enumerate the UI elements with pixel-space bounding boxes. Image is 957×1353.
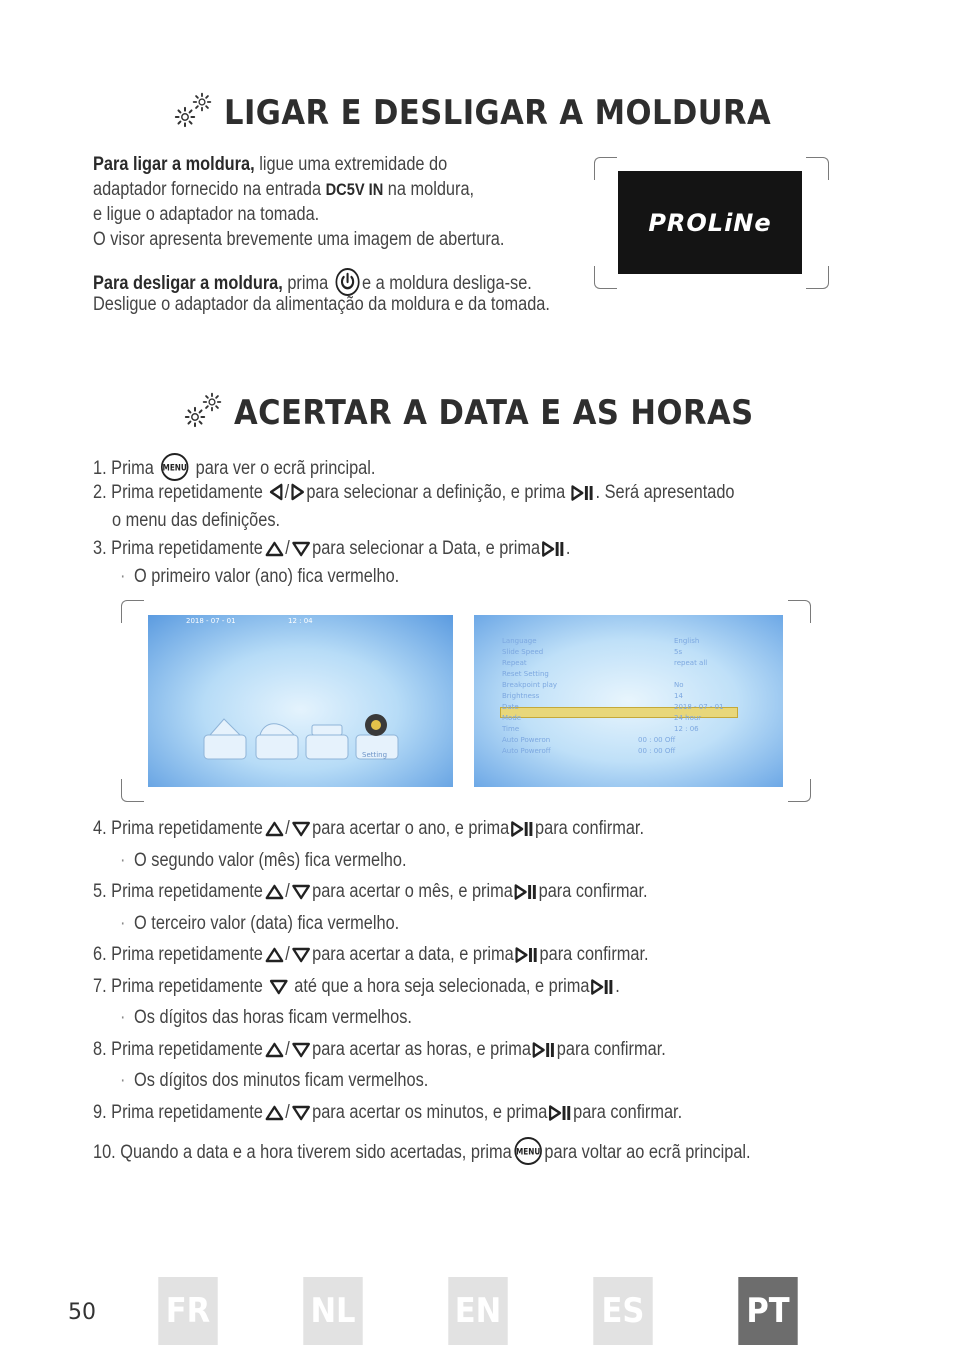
step-1-text-a: 1. Prima	[93, 458, 159, 479]
step-5-text-b: para acertar o mês, e prima	[312, 881, 513, 902]
up-arrow-icon	[265, 1105, 284, 1121]
menu-icon-text: MENU	[162, 462, 187, 473]
settings-row-value: 24 hour	[674, 714, 702, 722]
main-screen-photo	[148, 615, 453, 787]
step-6-text-a: 6. Prima repetidamente	[93, 944, 263, 965]
power-on-text2a: adaptador fornecido na entrada	[93, 179, 326, 200]
power-on-line3: e ligue o adaptador na tomada.	[93, 204, 320, 225]
tab-es[interactable]: ES	[593, 1277, 652, 1345]
step-10	[93, 1136, 751, 1166]
step-8-sub-text: Os dígitos dos minutos ficam vermelhos.	[134, 1070, 429, 1091]
tab-en[interactable]: EN	[448, 1277, 507, 1345]
settings-row-label: Auto Poweroff	[502, 747, 551, 755]
step-8-text-a: 8. Prima repetidamente	[93, 1039, 263, 1060]
step-4-text-a: 4. Prima repetidamente	[93, 818, 263, 839]
power-on-line2	[93, 177, 474, 202]
bullet: ·	[120, 913, 126, 934]
down-arrow-icon	[269, 979, 288, 995]
step-8-sub	[120, 1068, 428, 1093]
step-3	[93, 536, 570, 561]
settings-row-value: 12 : 06	[674, 725, 699, 733]
up-arrow-icon	[265, 821, 284, 837]
down-arrow-icon	[291, 884, 310, 900]
step-8-text-b: para acertar as horas, e prima	[312, 1039, 531, 1060]
power-on-line1	[93, 152, 447, 177]
step-5-sub-text: O terceiro valor (data) fica vermelho.	[134, 913, 400, 934]
settings-row-label: Mode	[502, 714, 522, 722]
step-7	[93, 974, 620, 999]
play-pause-icon	[533, 1042, 555, 1058]
settings-row-label: Reset Setting	[502, 670, 549, 678]
up-arrow-icon	[265, 884, 284, 900]
play-pause-icon	[515, 947, 537, 963]
step-2-text-b: para selecionar a definição, e prima	[306, 482, 570, 503]
settings-screen-photo	[474, 615, 783, 787]
settings-row-value: 5s	[674, 648, 683, 656]
frame-corner-tr	[788, 600, 811, 623]
main-screen-date: 2018 - 07 - 01	[186, 617, 236, 625]
step-9-text-c: para confirmar.	[573, 1102, 683, 1123]
down-arrow-icon	[291, 1042, 310, 1058]
menu-icon-text: MENU	[515, 1146, 541, 1157]
slash: /	[285, 881, 290, 902]
page-number: 50	[68, 1300, 96, 1325]
step-7-text-a: 7. Prima repetidamente	[93, 976, 268, 997]
play-pause-icon	[549, 1105, 571, 1121]
section1-title: LIGAR E DESLIGAR A MOLDURA	[224, 93, 772, 133]
slash: /	[284, 482, 290, 503]
tab-pt[interactable]: PT	[738, 1277, 797, 1345]
step-7-sub	[120, 1005, 412, 1030]
power-on-bold: Para ligar a moldura,	[93, 154, 255, 175]
step-5-text-a: 5. Prima repetidamente	[93, 881, 263, 902]
step-2-text-c: . Será apresentado	[595, 482, 735, 503]
tab-fr[interactable]: FR	[158, 1277, 217, 1345]
slash: /	[285, 538, 290, 559]
step-9-text-b: para acertar os minutos, e prima	[312, 1102, 548, 1123]
settings-row-value: 2018 - 07 - 01	[674, 703, 724, 711]
power-on-line4: O visor apresenta brevemente uma imagem de abertura.	[93, 229, 505, 250]
section2-title: ACERTAR A DATA E AS HORAS	[234, 393, 755, 433]
step-2-text-a: 2. Prima repetidamente	[93, 482, 268, 503]
main-screen-time: 12 : 04	[288, 617, 313, 625]
settings-gear-icon	[365, 714, 387, 736]
power-on-text2b: na moldura,	[383, 179, 475, 200]
frame-corner-br	[788, 779, 811, 802]
up-arrow-icon	[265, 541, 284, 557]
right-arrow-icon	[291, 483, 305, 501]
step-4	[93, 816, 644, 841]
power-off-line2: Desligue o adaptador da alimentação da moldura e da tomada.	[93, 294, 550, 315]
settings-row-label: Time	[502, 725, 520, 733]
proline-logo: PROLiNe	[648, 208, 772, 237]
setting-label: Setting	[362, 751, 388, 759]
settings-row-label: Brightness	[502, 692, 540, 700]
step-1	[93, 452, 375, 482]
frame-corner-bl	[121, 779, 144, 802]
step-3-text-c: .	[565, 538, 571, 559]
play-pause-icon	[511, 821, 533, 837]
step-4-text-b: para acertar o ano, e prima	[312, 818, 510, 839]
menu-button-icon	[160, 452, 189, 482]
step-9	[93, 1100, 682, 1125]
down-arrow-icon	[291, 1105, 310, 1121]
step-4-sub	[120, 848, 406, 873]
frame-corner-tl	[594, 157, 617, 180]
tab-nl[interactable]: NL	[303, 1277, 362, 1345]
settings-row-label: Breakpoint play	[502, 681, 558, 689]
step-2	[93, 480, 735, 505]
step-3-text-a: 3. Prima repetidamente	[93, 538, 263, 559]
play-pause-icon	[542, 541, 564, 557]
section2-heading	[184, 392, 812, 434]
settings-row-label: Repeat	[502, 659, 527, 667]
settings-row-label: Auto Poweron	[502, 736, 551, 744]
frame-corner-tr	[806, 157, 829, 180]
step-4-text-c: para confirmar.	[535, 818, 645, 839]
step-5	[93, 879, 648, 904]
step-7-text-c: .	[615, 976, 620, 997]
step-3-sub-text: O primeiro valor (ano) fica vermelho.	[134, 566, 400, 587]
down-arrow-icon	[291, 821, 310, 837]
bullet: ·	[120, 1007, 126, 1028]
down-arrow-icon	[291, 947, 310, 963]
step-6-text-c: para confirmar.	[539, 944, 649, 965]
slash: /	[285, 1039, 290, 1060]
up-arrow-icon	[265, 1042, 284, 1058]
step-8	[93, 1037, 666, 1062]
play-pause-icon	[571, 485, 593, 501]
step-9-text-a: 9. Prima repetidamente	[93, 1102, 263, 1123]
step-5-sub	[120, 911, 399, 936]
step-6	[93, 942, 649, 967]
frame-corner-bl	[594, 266, 617, 289]
power-off-text1b: e a moldura desliga-se.	[361, 273, 532, 294]
play-pause-icon	[591, 979, 613, 995]
frame-corner-tl	[121, 600, 144, 623]
startup-screen	[618, 171, 802, 274]
settings-row-label: Slide Speed	[502, 648, 544, 656]
left-arrow-icon	[269, 483, 283, 501]
slash: /	[285, 1102, 290, 1123]
step-10-text-a: 10. Quando a data e a hora tiverem sido acertadas, prima	[93, 1142, 512, 1163]
step-10-text-b: para voltar ao ecrã principal.	[544, 1142, 751, 1163]
step-7-text-b: até que a hora seja selecionada, e prima	[289, 976, 590, 997]
slash: /	[285, 818, 290, 839]
dc-input-label: DC5V IN	[325, 180, 384, 199]
up-arrow-icon	[265, 947, 284, 963]
slash: /	[285, 944, 290, 965]
settings-row-label: Date	[502, 703, 519, 711]
power-off-text1a: prima	[282, 273, 333, 294]
gears-icon	[184, 392, 226, 434]
bullet: ·	[120, 566, 126, 587]
step-6-text-b: para acertar a data, e prima	[312, 944, 514, 965]
settings-row-value: 14	[674, 692, 683, 700]
down-arrow-icon	[291, 541, 310, 557]
settings-row-label: Language	[502, 637, 537, 645]
step-8-text-c: para confirmar.	[556, 1039, 666, 1060]
play-pause-icon	[515, 884, 537, 900]
step-4-sub-text: O segundo valor (mês) fica vermelho.	[134, 850, 407, 871]
gears-icon	[174, 92, 216, 134]
step-3-text-b: para selecionar a Data, e prima	[312, 538, 541, 559]
step-3-sub	[120, 564, 399, 589]
power-on-text1: ligue uma extremidade do	[254, 154, 448, 175]
power-off-bold: Para desligar a moldura,	[93, 273, 283, 294]
step-1-text-b: para ver o ecrã principal.	[191, 458, 376, 479]
frame-corner-br	[806, 266, 829, 289]
settings-row-value: repeat all	[674, 659, 708, 667]
settings-row-value: 00 : 00 Off	[638, 736, 676, 744]
settings-row-value: 00 : 00 Off	[638, 747, 676, 755]
settings-row-value: English	[674, 637, 700, 645]
step-5-text-c: para confirmar.	[538, 881, 648, 902]
settings-row-value: No	[674, 681, 684, 689]
step-2-line2: o menu das definições.	[112, 510, 281, 531]
step-7-sub-text: Os dígitos das horas ficam vermelhos.	[134, 1007, 412, 1028]
menu-button-icon	[513, 1136, 542, 1166]
section1-heading	[174, 92, 832, 134]
bullet: ·	[120, 850, 126, 871]
bullet: ·	[120, 1070, 126, 1091]
